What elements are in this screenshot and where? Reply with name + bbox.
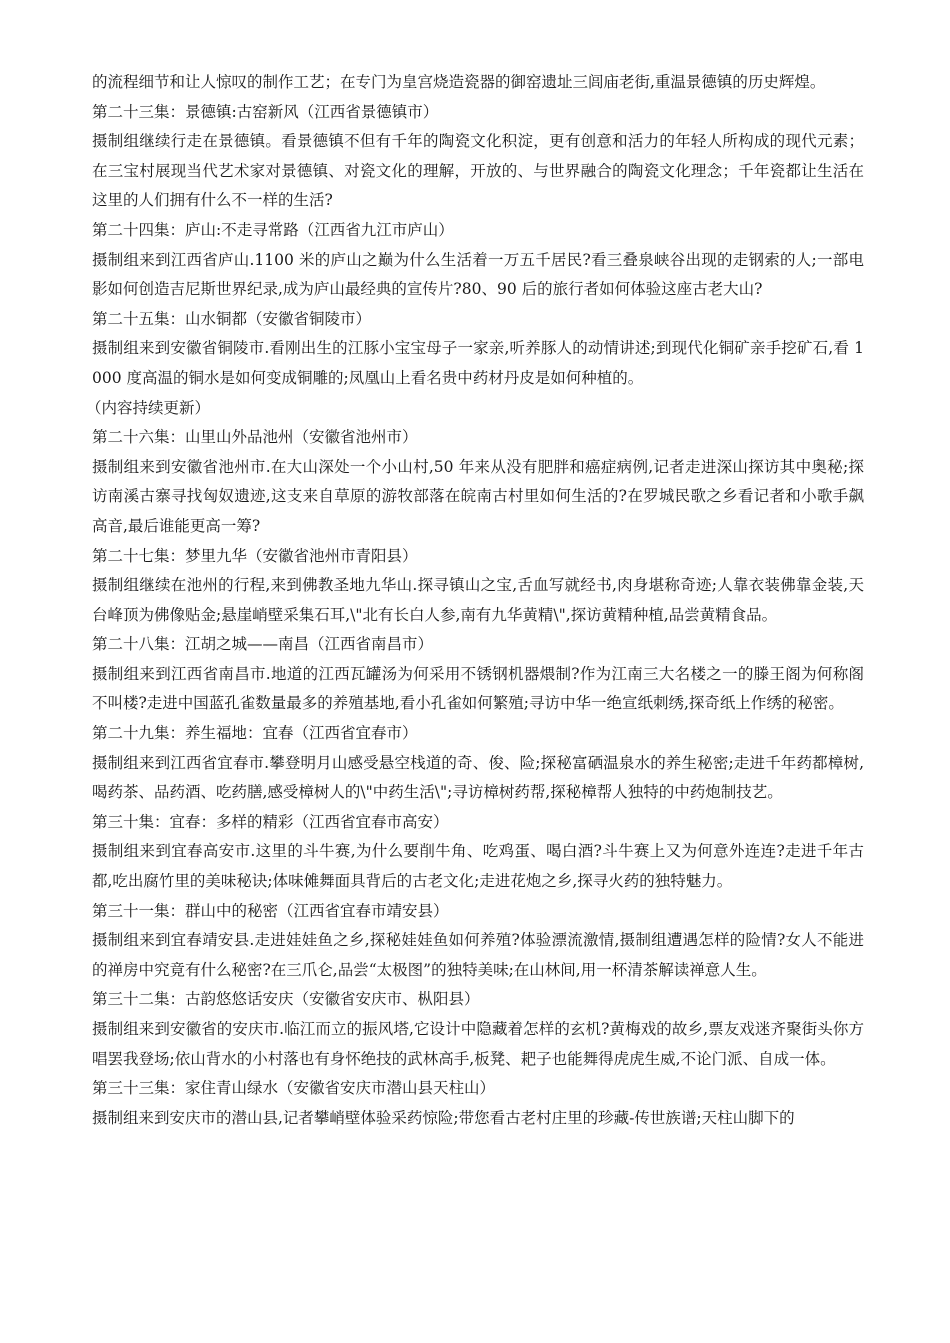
document-body <box>86 68 864 1133</box>
episode-description-23: 摄制组继续行走在景德镇。看景德镇不但有千年的陶瓷文化积淀，更有创意和活力的年轻人所构成的现代元素；在三宝村展现当代艺术家对景德镇、对瓷文化的理解，开放的、与世界融合的陶瓷文化理念；千年瓷都让生活在这里的人们拥有什么不一样的生活? <box>92 132 864 210</box>
update-note: （内容持续更新） <box>86 398 211 417</box>
episode-heading-25: 第二十五集：山水铜都（安徽省铜陵市） <box>92 309 372 328</box>
episode-description-32: 摄制组来到安徽省的安庆市.临江而立的振风塔,它设计中隐藏着怎样的玄机?黄梅戏的故乡,票友戏迷齐聚街头你方唱罢我登场;依山背水的小村落也有身怀绝技的武林高手,板凳、耙子也能舞得虎虎生威,不论门派、自成一体。 <box>92 1020 864 1068</box>
episode-description-27: 摄制组继续在池州的行程,来到佛教圣地九华山.探寻镇山之宝,舌血写就经书,肉身堪称奇迹;人靠衣装佛靠金装,天台峰顶为佛像贴金;悬崖峭壁采集石耳,\"北有长白人参,南有九华黄精\",探访黄精种植,品尝黄精食品。 <box>92 576 864 624</box>
episode-heading-26: 第二十六集：山里山外品池州（安徽省池州市） <box>92 428 418 447</box>
episode-heading-23: 第二十三集：景德镇:古窑新风（江西省景德镇市） <box>92 102 439 121</box>
episode-heading-29: 第二十九集：养生福地：宜春（江西省宜春市） <box>92 724 418 743</box>
episode-heading-24: 第二十四集：庐山:不走寻常路（江西省九江市庐山） <box>92 220 454 239</box>
paragraph-continuation: 的流程细节和让人惊叹的制作工艺；在专门为皇宫烧造瓷器的御窑遗址三闾庙老街,重温景德镇的历史辉煌。 <box>92 73 826 91</box>
episode-description-30: 摄制组来到宜春高安市.这里的斗牛赛,为什么要削牛角、吃鸡蛋、喝白酒?斗牛赛上又为何意外连连?走进千年古都,吃出腐竹里的美味秘诀;体味傩舞面具背后的古老文化;走进花炮之乡,探寻火药的独特魅力。 <box>92 842 864 891</box>
episode-heading-28: 第二十八集：江胡之城——南昌（江西省南昌市） <box>92 635 434 654</box>
episode-description-28: 摄制组来到江西省南昌市.地道的江西瓦罐汤为何采用不锈钢机器煨制?作为江南三大名楼之一的滕王阁为何称阁不叫楼?走进中国蓝孔雀数量最多的养殖基地,看小孔雀如何繁殖;寻访中华一绝宣纸刺绣,探奇纸上作绣的秘密。 <box>92 664 864 713</box>
episode-description-31: 摄制组来到宜春靖安县.走进娃娃鱼之乡,探秘娃娃鱼如何养殖?体验漂流激情,摄制组遭遇怎样的险情?女人不能进的禅房中究竟有什么秘密?在三爪仑,品尝“太极图”的独特美味;在山林间,用一杯清茶解读禅意人生。 <box>92 931 864 979</box>
episode-heading-31: 第三十一集：群山中的秘密（江西省宜春市靖安县） <box>92 901 449 920</box>
episode-description-26: 摄制组来到安徽省池州市.在大山深处一个小山村,50 年来从没有肥胖和癌症病例,记者走进深山探访其中奥秘;探访南溪古寨寻找匈奴遗迹,这支来自草原的游牧部落在皖南古村里如何生活的?在罗城民歌之乡看记者和小歌手飙高音,最后谁能更高一筹? <box>92 457 864 535</box>
episode-description-29: 摄制组来到江西省宜春市.攀登明月山感受悬空栈道的奇、俊、险;探秘富硒温泉水的养生秘密;走进千年药都樟树,喝药茶、品药酒、吃药膳,感受樟树人的\"中药生活\";寻访樟树药帮,探秘樟帮人独特的中药炮制技艺。 <box>92 753 864 802</box>
episode-heading-33: 第三十三集：家住青山绿水（安徽省安庆市潜山县天柱山） <box>92 1079 496 1098</box>
episode-description-33: 摄制组来到安庆市的潜山县,记者攀峭壁体验采药惊险;带您看古老村庄里的珍藏-传世族谱;天柱山脚下的 <box>92 1108 795 1127</box>
episode-heading-30: 第三十集：宜春：多样的精彩（江西省宜春市高安） <box>92 812 449 831</box>
episode-heading-27: 第二十七集：梦里九华（安徽省池州市青阳县） <box>92 546 418 565</box>
episode-description-25: 摄制组来到安徽省铜陵市.看刚出生的江豚小宝宝母子一家亲,听养豚人的动情讲述;到现代化铜矿亲手挖矿石,看 1000 度高温的铜水是如何变成铜雕的;凤凰山上看名贵中药材丹皮是如何种植的。 <box>92 339 864 387</box>
episode-heading-32: 第三十二集：古韵悠悠话安庆（安徽省安庆市、枞阳县） <box>92 990 480 1009</box>
episode-description-24: 摄制组来到江西省庐山.1100 米的庐山之巅为什么生活着一万五千居民?看三叠泉峡谷出现的走钢索的人;一部电影如何创造吉尼斯世界纪录,成为庐山最经典的宣传片?80、90 后的旅行者如何体验这座古老大山? <box>92 250 864 299</box>
